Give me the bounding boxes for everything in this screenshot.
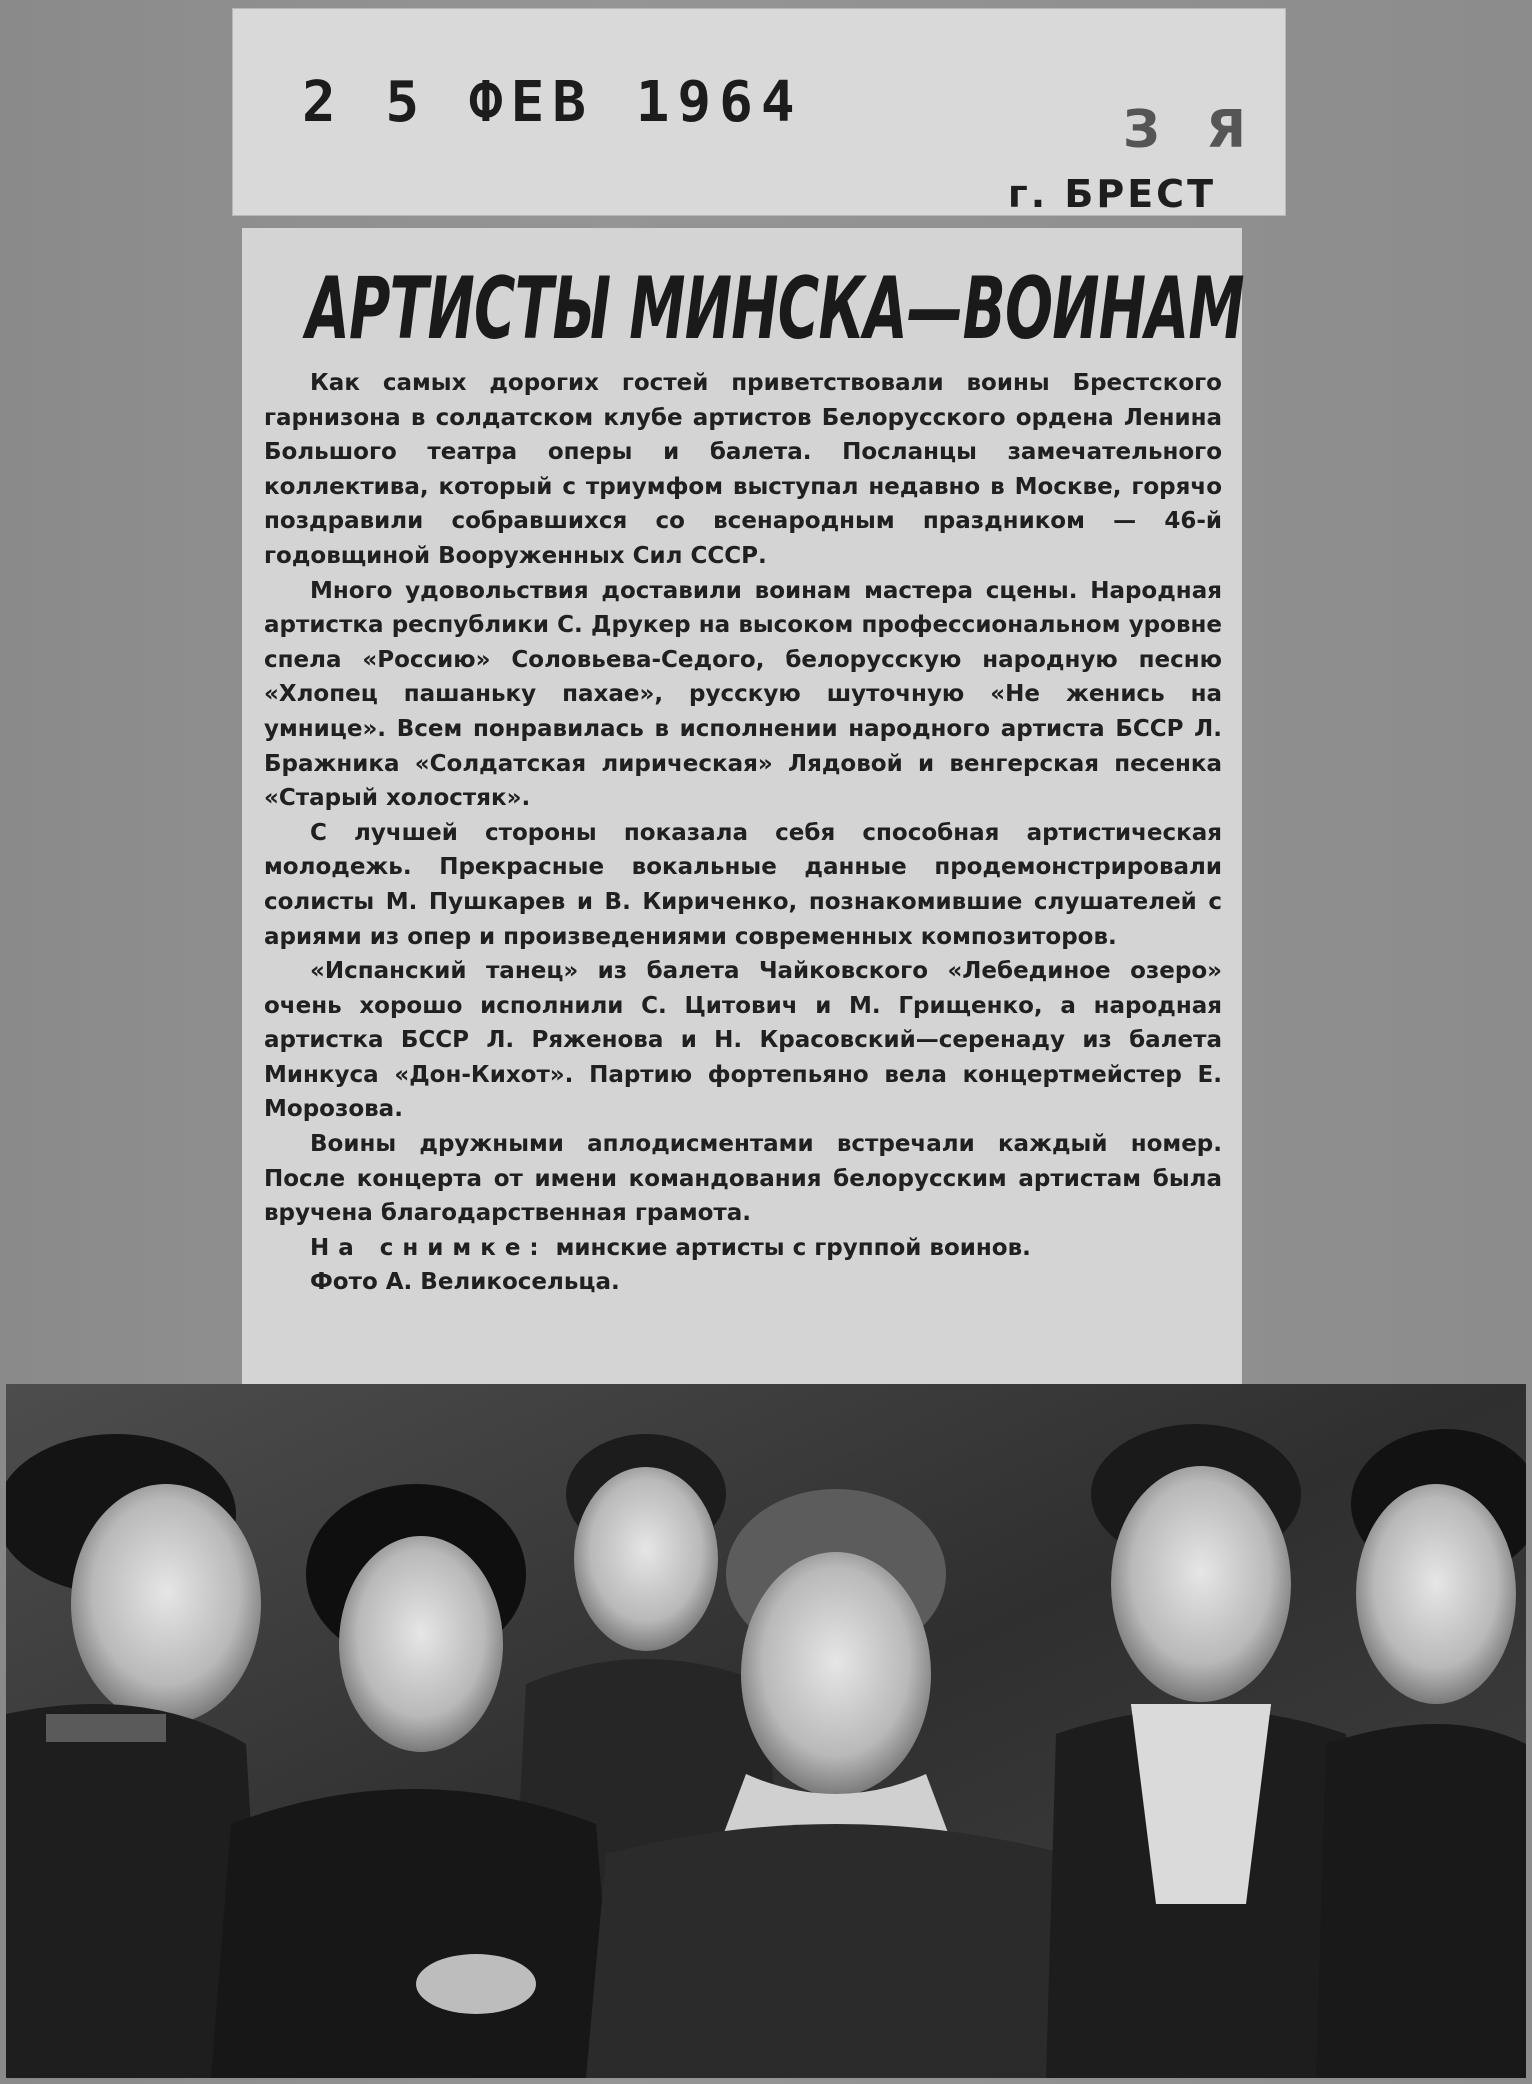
article-photograph	[6, 1384, 1526, 2078]
stamp-date: 2 5 ФЕВ 1964	[302, 70, 803, 135]
article-paragraph: «Испанский танец» из балета Чайковского «Лебединое озеро» очень хорошо исполнили С. Цитович и М. Грищенко, а народная артистка БССР Л. Ряженова и Н. Красовский—серенаду из балета Минкуса «Дон-Кихот». Партию фортепьяно вела концертмейстер Е. Морозова.	[264, 958, 1222, 1123]
stamp-city: г. БРЕСТ	[1007, 172, 1216, 216]
photo-image	[6, 1384, 1526, 2078]
stamp-newspaper-name: З Я	[1122, 100, 1260, 160]
article-paragraph: Как самых дорогих гостей приветствовали воины Брестского гарнизона в солдатском клубе артистов Белорусского ордена Ленина Большого театра оперы и балета. Посланцы замечательного коллектива, который с триумфом выступал недавно в Москве, горячо поздравили собравшихся со всенародным праздником — 46-й годовщиной Вооруженных Сил СССР.	[264, 370, 1222, 569]
article-paragraph: Воины дружными аплодисментами встречали каждый номер. После концерта от имени командования белорусским артистам была вручена благодарственная грамота.	[264, 1131, 1222, 1227]
article-body	[264, 366, 1222, 1300]
caption-lead: На снимке:	[310, 1234, 548, 1261]
article-headline: АРТИСТЫ МИНСКА—ВОИНАМ	[306, 259, 1244, 359]
newspaper-clipping	[242, 228, 1242, 1390]
photo-caption	[264, 1231, 1222, 1266]
caption-text: минские артисты с группой воинов.	[547, 1234, 1031, 1261]
photo-credit: Фото А. Великосельца.	[310, 1269, 620, 1296]
article-paragraph: Много удовольствия доставили воинам мастера сцены. Народная артистка республики С. Друкер на высоком профессиональном уровне спела «Россию» Соловьева-Седого, белорусскую народную песню «Хлопец пашаньку пахае», русскую шуточную «Не женись на умнице». Всем понравилась в исполнении народного артиста БССР Л. Бражника «Солдатская лирическая» Лядовой и венгерская песенка «Старый холостяк».	[264, 577, 1222, 812]
article-paragraph: С лучшей стороны показала себя способная артистическая молодежь. Прекрасные вокальные данные продемонстрировали солисты М. Пушкарев и В. Кириченко, познакомившие слушателей с ариями из опер и произведениями современных композиторов.	[264, 819, 1222, 950]
date-stamp-strip	[232, 8, 1286, 216]
